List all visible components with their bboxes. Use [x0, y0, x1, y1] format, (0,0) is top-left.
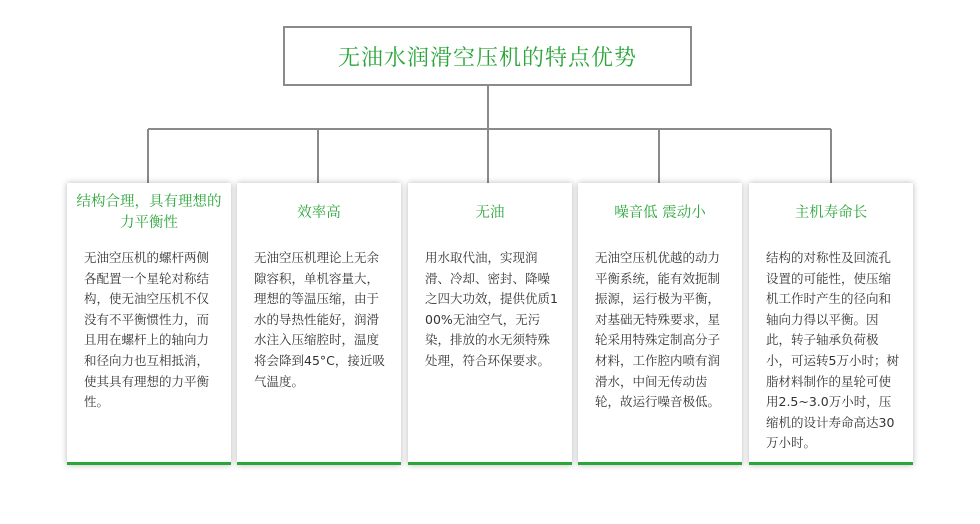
card-text: 结构的对称性及回流孔设置的可能性，使压缩机工作时产生的径向和轴向力得以平衡。因此，转子轴承负荷极小，可运转5万小时；树脂材料制作的星轮可使用2.5~3.0万小时，压缩机的设计寿命高达30万小时。: [766, 250, 899, 451]
card-text: 无油空压机优越的动力平衡系统，能有效扼制振源，运行极为平衡，对基础无特殊要求，星轮采用特殊定制高分子材料，工作腔内喷有润滑水，中间无传动齿轮，故运行噪音极低。: [595, 250, 721, 410]
card-text: 用水取代油，实现润滑、冷却、密封、降噪之四大功效，提供优质100%无油空气，无污染，排放的水无须特殊处理，符合环保要求。: [425, 250, 558, 368]
feature-card-balance: [67, 183, 231, 465]
feature-card-oil-free: [408, 183, 572, 465]
card-title: 结构合理，具有理想的力平衡性: [76, 194, 222, 231]
feature-card-long-life: [749, 183, 913, 465]
diagram-title: 无油水润滑空压机的特点优势: [283, 26, 692, 86]
feature-card-efficiency: [237, 183, 401, 465]
card-title: 噪音低 震动小: [614, 204, 706, 221]
card-title: 效率高: [297, 204, 341, 221]
card-title: 无油: [475, 204, 505, 221]
feature-card-low-noise: [578, 183, 742, 465]
card-text: 无油空压机的螺杆两侧各配置一个星轮对称结构，使无油空压机不仅没有不平衡惯性力，而且用在螺杆上的轴向力和径向力也互相抵消，使其具有理想的力平衡性。: [84, 250, 210, 410]
card-title: 主机寿命长: [794, 204, 868, 221]
card-text: 无油空压机理论上无余隙容积，单机容量大，理想的等温压缩，由于水的导热性能好，润滑水注入压缩腔时，温度将会降到45°C，接近吸气温度。: [254, 250, 385, 389]
